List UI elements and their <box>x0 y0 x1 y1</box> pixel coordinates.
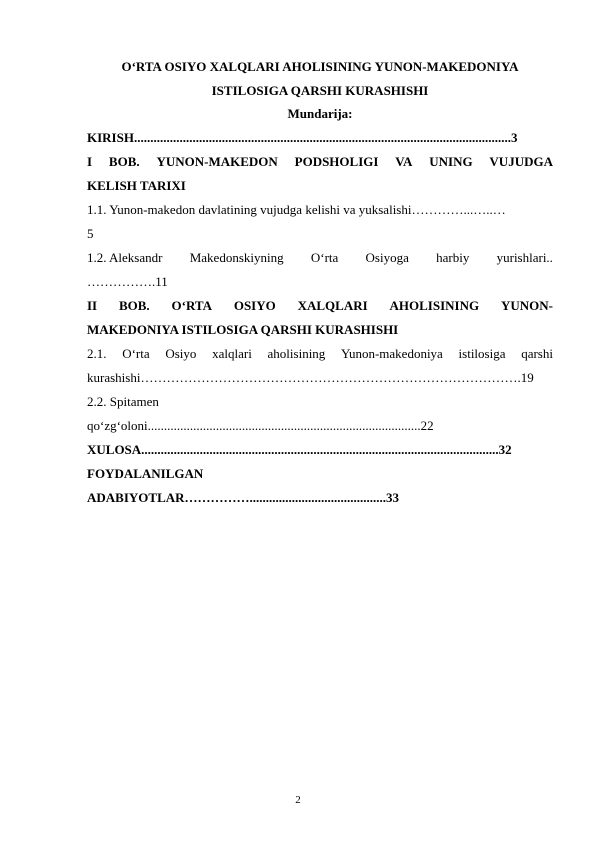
toc-entry-xulosa: XULOSA..............................................................................................................32 <box>87 442 512 457</box>
toc-word: VA <box>395 154 413 169</box>
toc-entry-adabiyotlar: FOYDALANILGAN <box>87 466 204 481</box>
toc-entry-1-2-page: …………….11 <box>87 274 168 289</box>
toc-word: aholisining <box>267 346 326 361</box>
toc-word: Osiyoga <box>365 250 409 265</box>
toc-entry-1-2 <box>87 250 553 266</box>
toc-entry-2-2: 2.2. Spitamen <box>87 394 159 409</box>
page-number: 2 <box>295 794 301 806</box>
toc-word: XALQLARI <box>297 298 368 313</box>
toc-word: xalqlari <box>212 346 252 361</box>
toc-word: OSIYO <box>233 298 276 313</box>
toc-entry-2-2-page: qo‘zg‘oloni....................................................................................22 <box>87 418 434 433</box>
toc-word: BOB. <box>118 298 150 313</box>
toc-word: qarshi <box>521 346 553 361</box>
toc-entry-adabiyotlar-page: ADABIYOTLAR……………..........................................33 <box>87 490 400 505</box>
toc-entry-2-1 <box>87 346 553 362</box>
toc-entry-kirish: KIRISH....................................................................................................................3 <box>87 130 518 145</box>
toc-word: 1.2. Aleksandr <box>87 250 163 265</box>
toc-word: O‘rta <box>122 346 150 361</box>
toc-entry-chapter-2-cont: MAKEDONIYA ISTILOSIGA QARSHI KURASHISHI <box>87 322 399 337</box>
toc-word: O‘RTA <box>171 298 212 313</box>
toc-word: BOB. <box>108 154 140 169</box>
toc-word: O‘rta <box>310 250 339 265</box>
toc-word: istilosiga <box>458 346 506 361</box>
toc-word: harbiy <box>436 250 470 265</box>
toc-word: II <box>87 298 98 313</box>
toc-word: 2.1. <box>87 346 107 361</box>
toc-entry-chapter-1-cont: KELISH TARIXI <box>87 178 186 193</box>
toc-entry-1-1: 1.1. Yunon-makedon davlatining vujudga kelishi va yuksalishi…………...…..… <box>87 202 506 217</box>
toc-entry-chapter-2 <box>87 298 553 314</box>
toc-word: UNING <box>429 154 473 169</box>
toc-entry-chapter-1 <box>87 154 553 170</box>
toc-word: YUNON- <box>500 298 553 313</box>
toc-word: Makedonskiyning <box>189 250 284 265</box>
doc-title-line-1: O‘RTA OSIYO XALQLARI AHOLISINING YUNON-MAKEDONIYA <box>121 59 519 74</box>
toc-word: yurishlari.. <box>496 250 553 265</box>
toc-word: Yunon-makedoniya <box>341 346 443 361</box>
doc-title-line-2: ISTILOSIGA QARSHI KURASHISHI <box>211 83 429 98</box>
toc-word: YUNON-MAKEDON <box>156 154 278 169</box>
toc-word: VUJUDGA <box>489 154 553 169</box>
toc-word: PODSHOLIGI <box>294 154 379 169</box>
toc-entry-1-1-page: 5 <box>87 226 94 241</box>
toc-word: I <box>87 154 93 169</box>
toc-heading: Mundarija: <box>287 106 353 121</box>
toc-word: Osiyo <box>165 346 197 361</box>
toc-entry-2-1-page: kurashishi…………………………………………………………………………….19 <box>87 370 534 385</box>
toc-word: AHOLISINING <box>389 298 480 313</box>
